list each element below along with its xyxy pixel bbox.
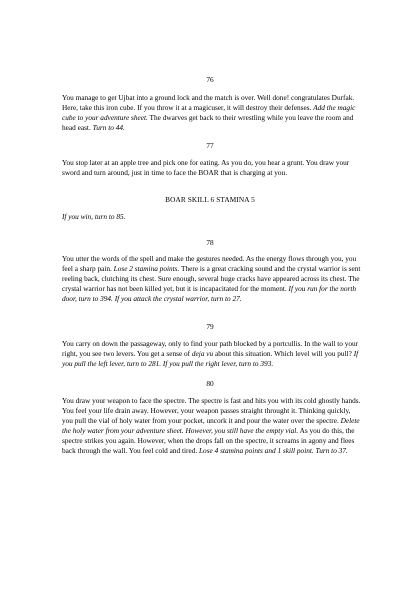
section-76-run: Add the magic cube to your adventure sheet. (62, 102, 356, 122)
section-76-run: Turn to 44. (92, 122, 125, 132)
section-76-run: You manage to get Ujbat into a ground lock and the match is over. Well done! congratulates Durfak. Here, take this iron cube. If you throw it at a magicuser, it will destroy their defenses. (62, 93, 355, 112)
section-79-run: deja vu (191, 348, 214, 358)
section-76-text (62, 93, 362, 133)
section-79-run: about this situation. Which level will you pull? (213, 348, 354, 358)
section-number-77: 77 (206, 141, 214, 150)
boar-win-instruction (62, 212, 362, 222)
section-78-text (62, 254, 362, 304)
section-76-run: The dwarves get back to their wrestling while you leave the room and head east. (62, 112, 354, 132)
section-78-run: Lose 2 stamina points. (113, 263, 180, 273)
section-80-run: Lose 4 stamina points and 1 skill point. Turn to 37. (199, 445, 348, 455)
section-80-run: As you do this, the spectre strikes you again. However, when the drops fall on the spectre, it screams in agony and flees back through the wall. You feel cold and tired. (62, 425, 355, 455)
section-78-run: You utter the words of the spell and make the gestures needed. As the energy flows through you, you feel a sharp pain. (62, 254, 357, 273)
section-78-run: There is a great cracking sound and the crystal warrior is sent reeling back, clutching its chest. Sure enough, several huge cracks have appeared across its chest. The crystal warrior has not been killed yet, but it is incapacitated for the moment. (62, 263, 361, 293)
section-80-text (62, 396, 362, 455)
section-number-80: 80 (206, 379, 214, 388)
section-79-run: If you pull the left lever, turn to 281. If you pull the right lever, turn to 393. (62, 348, 359, 368)
boar-stat-line: BOAR SKILL 6 STAMINA 5 (165, 195, 255, 204)
boar-win-run: If you win, turn to 85. (62, 212, 126, 221)
section-79-run: You carry on down the passageway, only to find your path blocked by a portcullis. In the wall to your right, you see two levers. You get a sense of (62, 339, 359, 358)
section-77-text (62, 158, 362, 178)
section-78-run: If you run for the north door, turn to 394. If you attack the crystal warrior, turn to 27. (62, 283, 357, 303)
section-80-run: Delete the holy water from your adventure sheet. However, you still have the empty vial. (62, 415, 360, 435)
section-number-79: 79 (206, 322, 214, 331)
section-79-text (62, 339, 362, 369)
section-number-78: 78 (206, 238, 214, 247)
section-77-run: You stop later at an apple tree and pick one for eating. As you do, you hear a grunt. You draw your sword and turn around, just in time to face the BOAR that is charging at you. (62, 158, 350, 177)
section-80-run: You draw your weapon to face the spectre. The spectre is fast and hits you with its cold ghostly hands. You feel your life drain away. However, your weapon passes straight throught it. Thinking quickly, you pull the vial of holy water from your pocket, uncork it and pour the water over the spectre. (62, 396, 361, 425)
section-number-76: 76 (206, 75, 214, 84)
